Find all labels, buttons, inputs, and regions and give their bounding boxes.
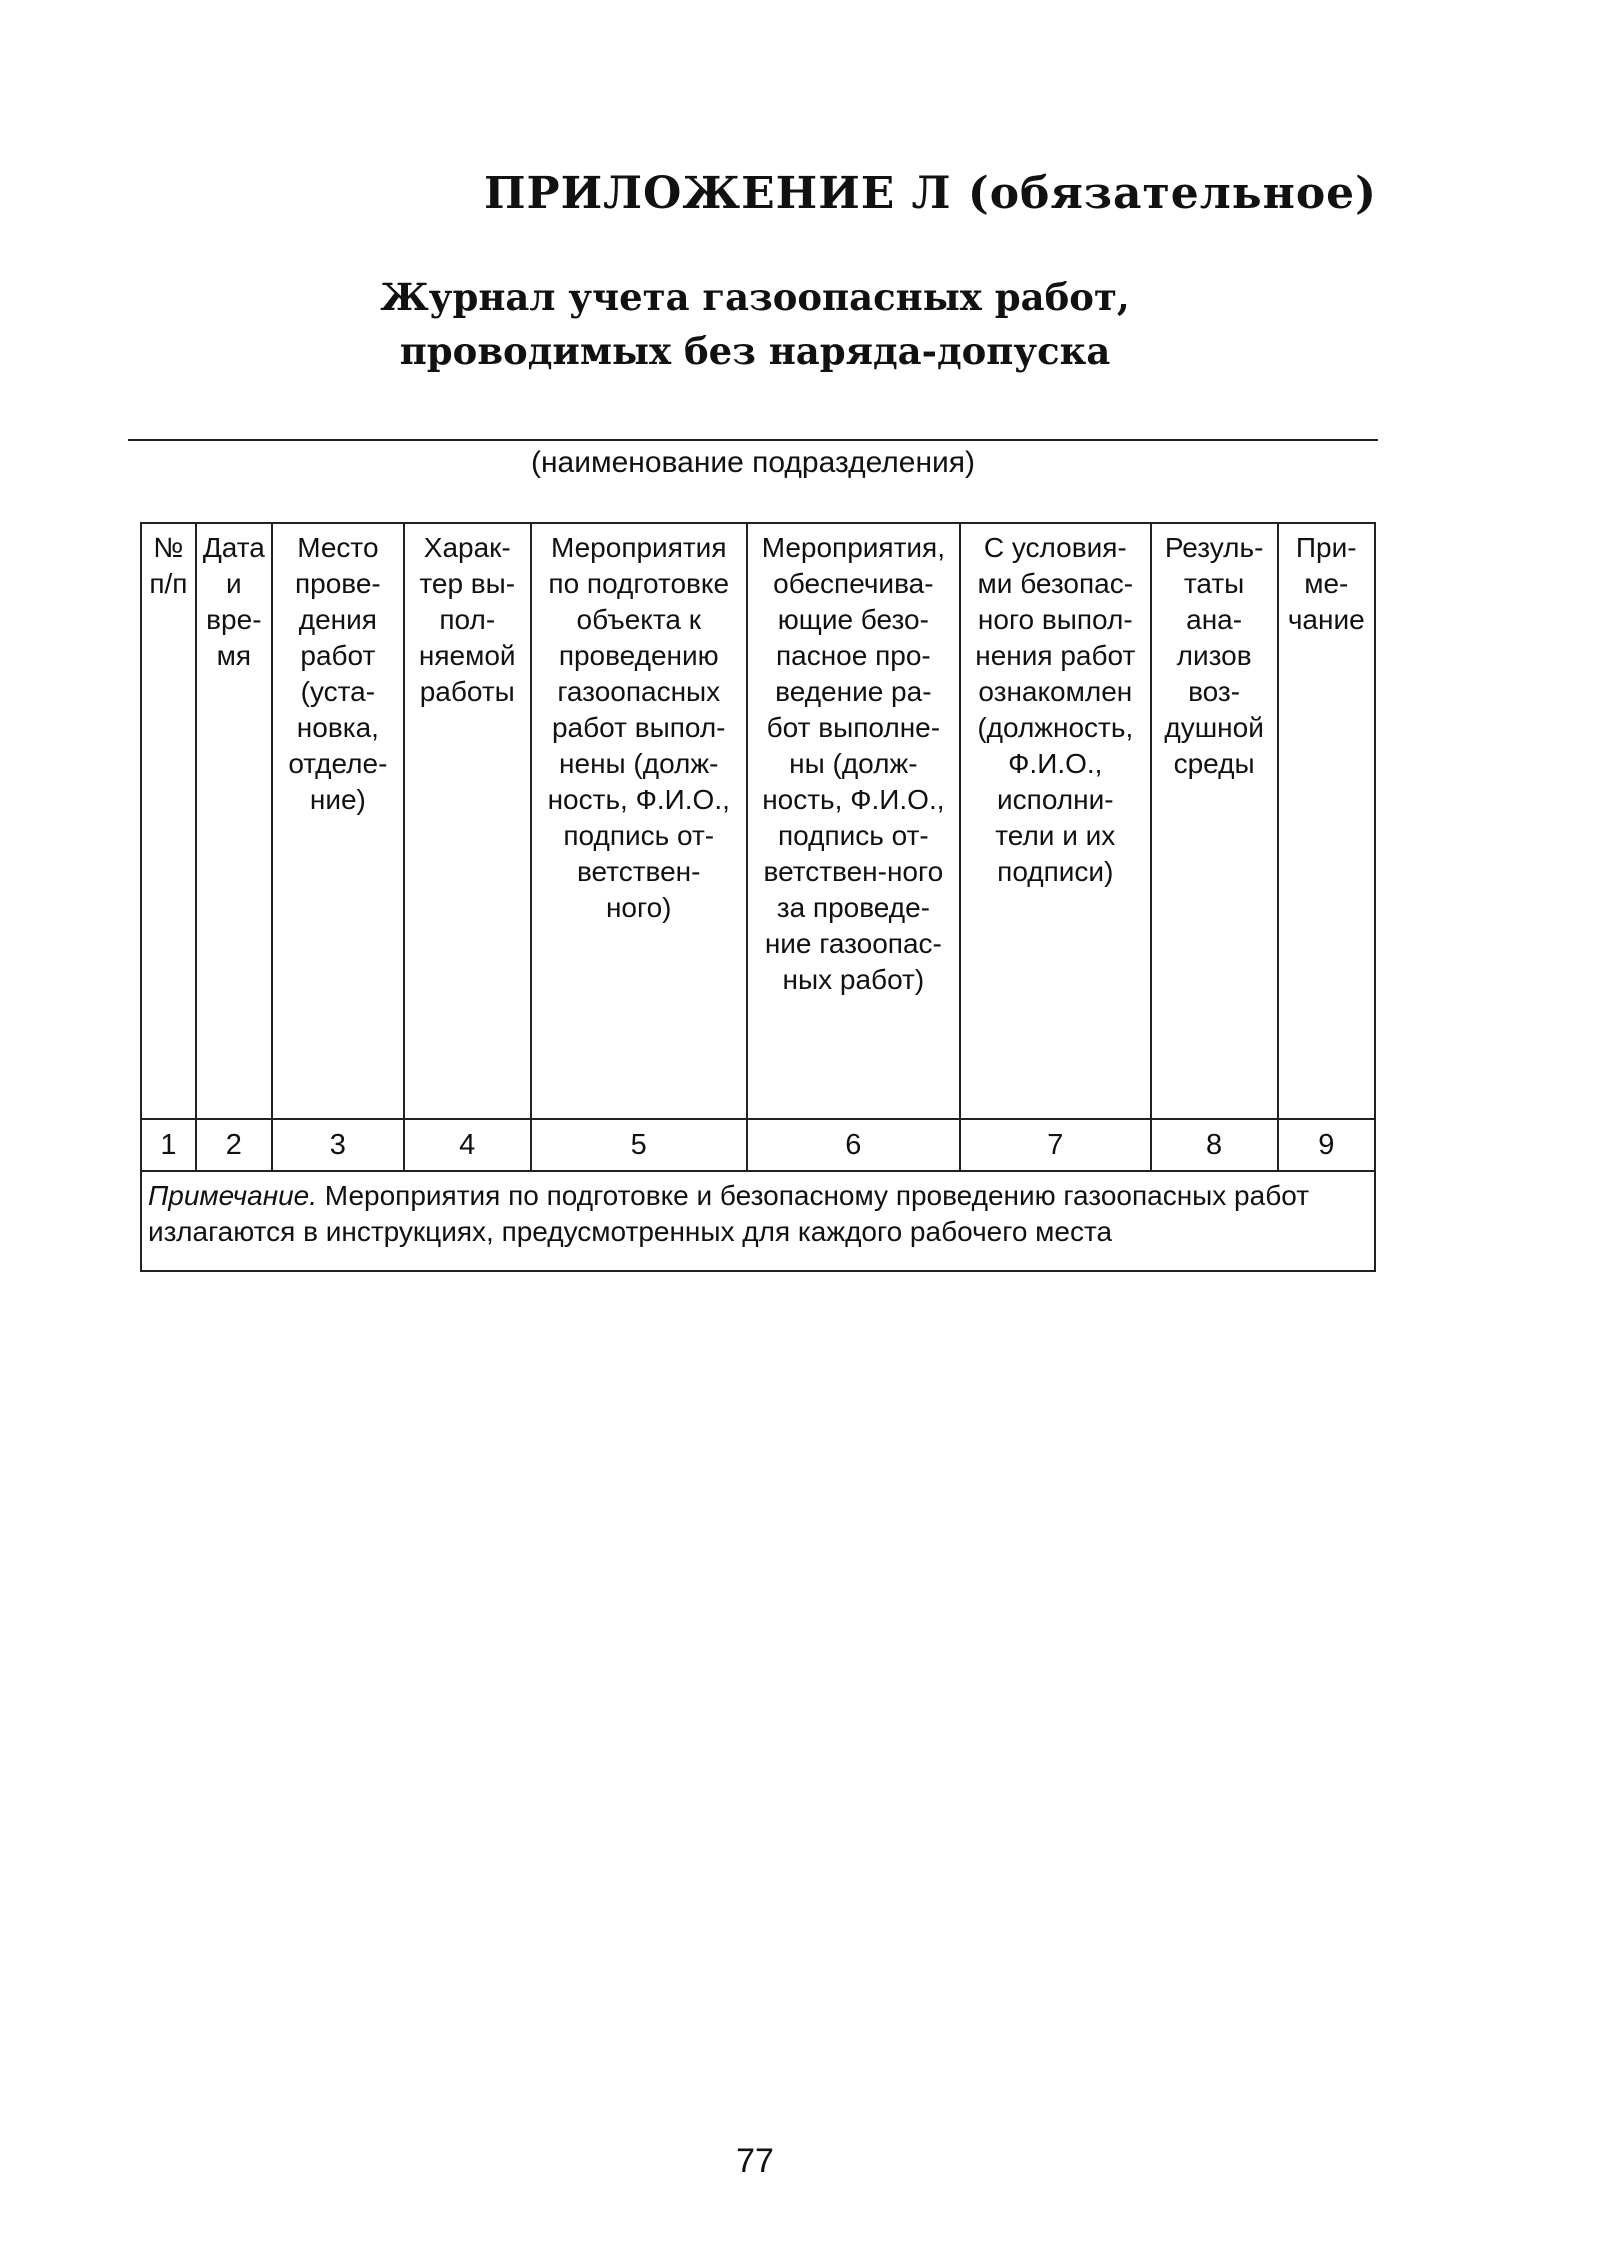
journal-title-line-1: Журнал учета газоопасных работ, — [380, 275, 1130, 319]
column-number-cell: 7 — [960, 1119, 1151, 1171]
column-number-cell: 1 — [141, 1119, 196, 1171]
column-number-cell: 8 — [1151, 1119, 1278, 1171]
header-cell-work-type: Харак- тер вы- пол- няемой работы — [404, 523, 531, 1119]
header-cell-acknowledged: С условия- ми безопас- ного выпол- нения работ ознакомлен (должность, Ф.И.О., исполни- тели и их подписи) — [960, 523, 1151, 1119]
column-number-cell: 2 — [196, 1119, 272, 1171]
column-number-cell: 4 — [404, 1119, 531, 1171]
note-label: Примечание. — [148, 1180, 318, 1211]
table-header-row — [141, 523, 1375, 1119]
header-cell-number: № п/п — [141, 523, 196, 1119]
table-note-cell — [141, 1171, 1375, 1271]
column-number-cell: 6 — [747, 1119, 960, 1171]
subdivision-name-line — [128, 439, 1378, 441]
table-note-row — [141, 1171, 1375, 1271]
column-number-cell: 9 — [1278, 1119, 1375, 1171]
column-number-cell: 5 — [531, 1119, 747, 1171]
appendix-title: ПРИЛОЖЕНИЕ Л (обязательное) — [483, 168, 1377, 219]
note-text: Мероприятия по подготовке и безопасному проведению газоопасных работ излагаются в инструкциях, предусмотренных для каждого рабочего места — [148, 1180, 1310, 1247]
page-number: 77 — [736, 2142, 774, 2180]
journal-title-line-2: проводимых без наряда-допуска — [399, 329, 1111, 373]
header-cell-note: При- ме- чание — [1278, 523, 1375, 1119]
journal-title — [330, 270, 1180, 378]
subdivision-caption: (наименование подразделения) — [530, 446, 976, 479]
header-cell-air-analysis: Резуль- таты ана- лизов воз- душной среды — [1151, 523, 1278, 1119]
journal-table — [140, 522, 1376, 1272]
header-cell-safety-measures: Мероприятия, обеспечива- ющие безо- пасное про- ведение ра- бот выполне- ны (долж- ность, Ф.И.О., подпись от- ветствен-ного за проведе- ние газоопас- ных работ) — [747, 523, 960, 1119]
table-row-column-numbers — [141, 1119, 1375, 1171]
header-cell-date-time: Дата и вре- мя — [196, 523, 272, 1119]
header-cell-preparation-measures: Мероприятия по подготовке объекта к проведению газоопасных работ выпол- нены (долж- ность, Ф.И.О., подпись от- ветствен- ного) — [531, 523, 747, 1119]
column-number-cell: 3 — [272, 1119, 404, 1171]
header-cell-location: Место прове- дения работ (уста- новка, отделе- ние) — [272, 523, 404, 1119]
